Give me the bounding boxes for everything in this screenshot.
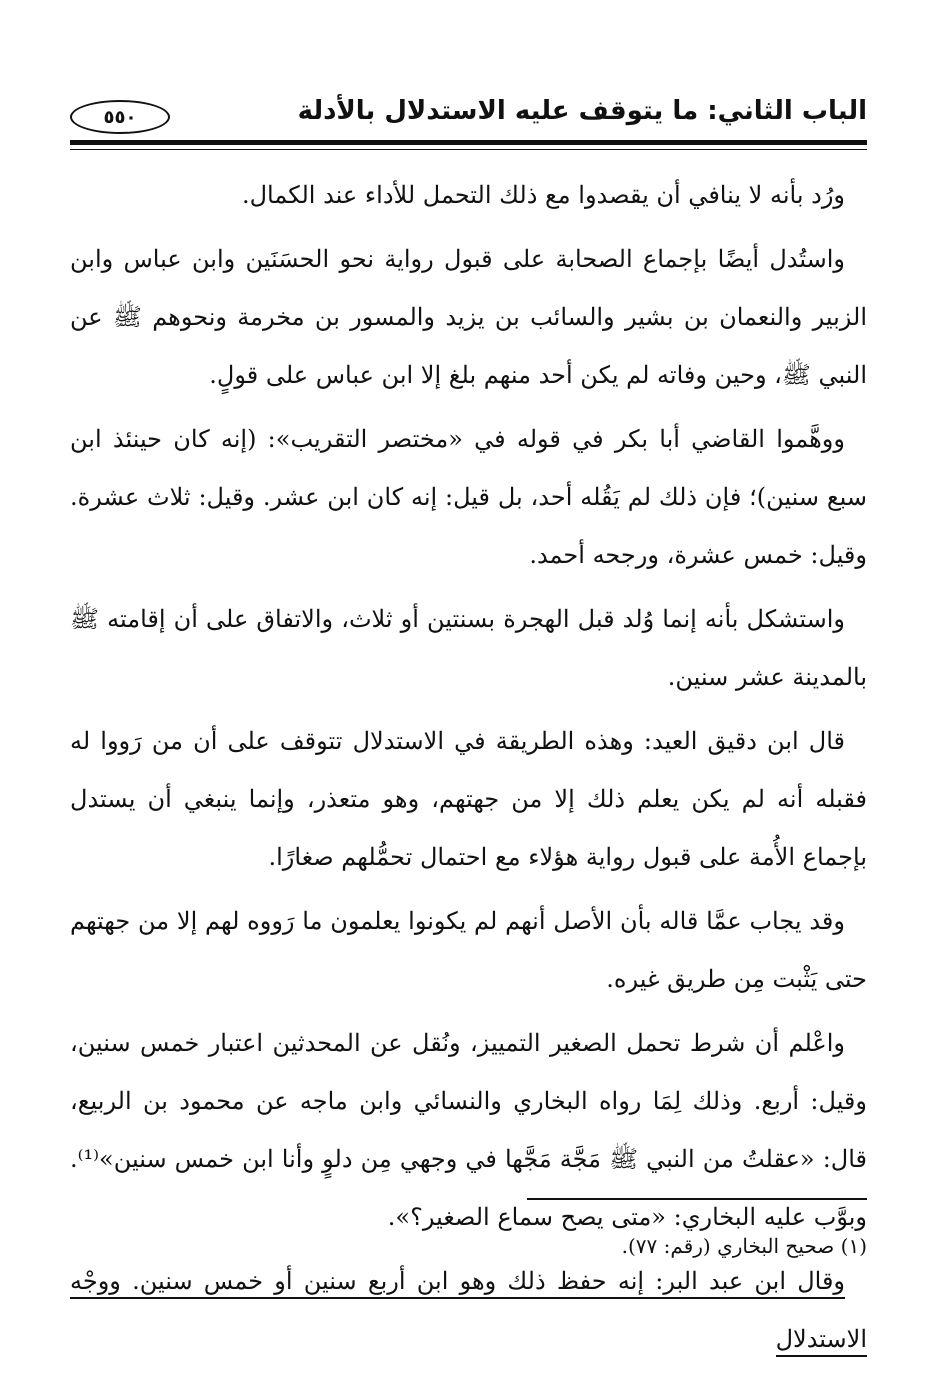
header-rule-thick <box>70 140 867 145</box>
paragraph: واستشكل بأنه إنما وُلد قبل الهجرة بسنتين أو ثلاث، والاتفاق على أن إقامته ﷺ بالمدينة عشر سنين. <box>70 605 867 691</box>
page-header <box>70 92 867 140</box>
footnote: (١) صحيح البخاري (رقم: ٧٧). <box>621 1234 867 1258</box>
paragraph: ووهَّموا القاضي أبا بكر في قوله في «مختصر التقريب»: (إنه كان حينئذ ابن سبع سنين)؛ فإن ذلك لم يَقُله أحد، بل قيل: إنه كان ابن عشر. وقيل: ثلاث عشرة. وقيل: خمس عشرة، ورجحه أحمد. <box>70 425 868 569</box>
running-title: الباب الثاني: ما يتوقف عليه الاستدلال بالأدلة <box>297 96 867 126</box>
paragraph: واعْلم أن شرط تحمل الصغير التمييز، ونُقل عن المحدثين اعتبار خمس سنين، وقيل: أربع. وذلك لِمَا رواه البخاري والنسائي وابن ماجه عن محمود بن الربيع، قال: «عقلتُ من النبي ﷺ مَجَّة مَجَّها في وجهي مِن دلوٍ وأنا ابن خمس سنين»⁽¹⁾. وبوَّب عليه البخاري: «متى يصح سماع الصغير؟». <box>70 1029 867 1231</box>
paragraph: واستُدل أيضًا بإجماع الصحابة على قبول رواية نحو الحسَنَين وابن عباس وابن الزبير والنعمان بن بشير والسائب بن يزيد والمسور بن مخرمة ونحوهم ﷺ عن النبي ﷺ، وحين وفاته لم يكن أحد منهم بلغ إلا ابن عباس على قولٍ. <box>70 245 867 389</box>
footnotes <box>70 1228 867 1264</box>
footnote-separator <box>527 1198 867 1200</box>
paragraph-continued <box>70 1252 867 1368</box>
page-number-badge: ٥٥٠ <box>70 100 170 134</box>
paragraph: قال ابن دقيق العيد: وهذه الطريقة في الاستدلال تتوقف على أن من رَووا له فقبله أنه لم يكن يعلم ذلك إلا من جهتهم، وهو متعذر، وإنما ينبغي أن يستدل بإجماع الأُمة على قبول رواية هؤلاء مع احتمال تحمُّلهم صغارًا. <box>70 727 867 871</box>
paragraph: ورُد بأنه لا ينافي أن يقصدوا مع ذلك التحمل للأداء عند الكمال. <box>241 181 845 209</box>
last-line: وقال ابن عبد البر: إنه حفظ ذلك وهو ابن أربع سنين أو خمس سنين. ووجْه الاستدلال <box>70 1267 867 1357</box>
main-text <box>70 166 867 1374</box>
header-rule-thin <box>70 149 867 150</box>
paragraph: وقد يجاب عمَّا قاله بأن الأصل أنهم لم يكونوا يعلمون ما رَووه لهم إلا من جهتهم حتى يَثْبت مِن طريق غيره. <box>70 907 867 993</box>
